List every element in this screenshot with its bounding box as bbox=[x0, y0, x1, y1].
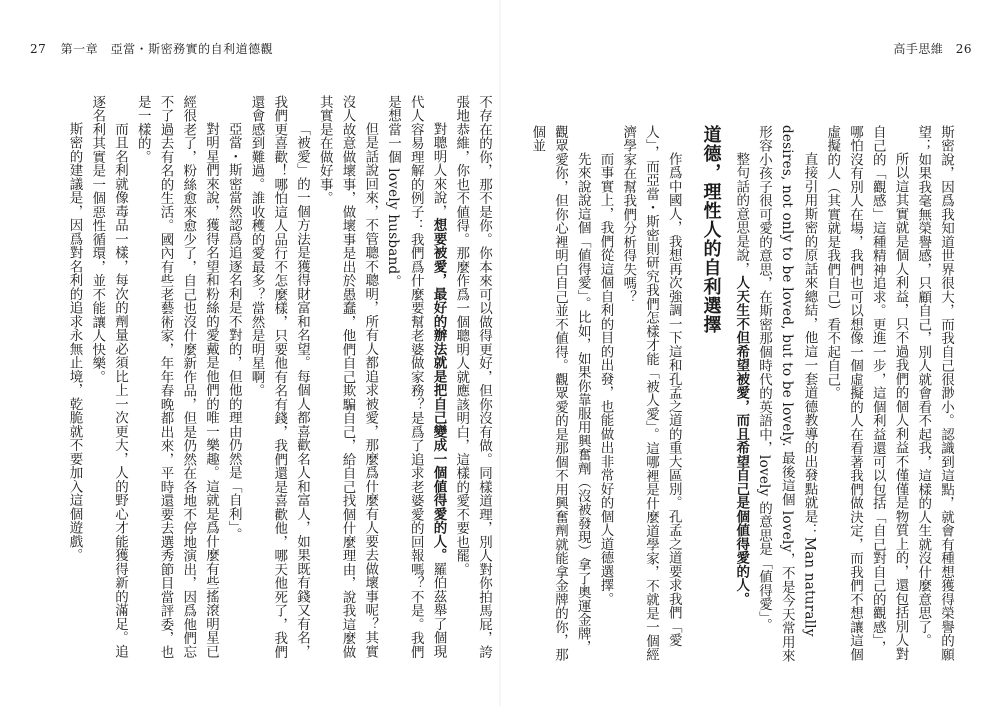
paragraph: 對明星們來說，獲得名望和粉絲的愛戴是他們的唯一樂趣。這就是爲什麼有些搖滾明星已經很老了，粉絲愈來愈少了，自己也沒什麼新作品，但是仍然在各地不停地演出，因爲他們忘不了過去有名的生活。國內有些老藝術家，年年春晚都出來，平時還要去選秀節目當評委，也是一樣的。 bbox=[134, 95, 219, 659]
right-page-body bbox=[530, 125, 957, 665]
paragraph: 所以這其實就是個人利益，只不過我們的個人利益不僅僅是物質上的，還包括別人對自己的「觀感」這種精神追求。更進一步，這個利益還可以包括「自己對自己的觀感」，哪怕沒有別人在場，我們也可以想像一個虛擬的人在看著我們做決定，而我們不想讓這個虛擬的人（其實就是我們自己）看不起自己。 bbox=[824, 125, 909, 662]
emphasis-text: 人天生不但希望被愛，而且希望自己是個値得愛的人。 bbox=[733, 275, 750, 606]
paragraph: 而且名利就像毒品一樣，每次的劑量必須比上一次更大，人的野心才能獲得新的滿足。追逐名利其實是一個惡性循環，並不能讓人快樂。 bbox=[89, 95, 128, 659]
paragraph: 不存在的你，那不是你。你本來可以做得更好，但你沒有做。同樣道理，別人對你拍馬屁，誇張地恭維，你也不値得。那麼作爲一個聰明人就應該明白，這樣的愛不要也罷。 bbox=[453, 95, 492, 659]
paragraph: 「被愛」的一個方法是獲得財富和名望。每個人都喜歡名人和富人，如果既有錢又有名，我們更喜歡！哪怕這人品行不怎麼樣，只要他有名有錢，我們還是喜歡他，哪天他死了，我們還會感到難過。誰收穫的愛最多？當然是明星啊。 bbox=[248, 95, 310, 659]
paragraph: 而事實上，我們從這個自利的目的出發，也能做出非常好的個人道德選擇。 bbox=[597, 152, 614, 606]
paragraph: 斯密的建議是，因爲對名利的追求永無止境，乾脆就不要加入這個遊戲。 bbox=[66, 122, 83, 562]
left-page-body bbox=[66, 95, 495, 665]
paragraph: 斯密說，因爲我知道世界很大，而我自己很渺小。認識到這點，就會有種想獲得榮譽的願望；如果我毫無榮譽感，只顧自己，別人就會看不起我，這樣的人生就沒什麼意思了。 bbox=[915, 125, 954, 662]
paragraph: 亞當・斯密當然認爲追逐名利是不對的，但他的理由仍然是「自利」。 bbox=[225, 122, 242, 542]
page-gutter bbox=[499, 0, 501, 706]
right-running-header bbox=[893, 40, 972, 57]
text-lead: 對聰明人來說， bbox=[430, 122, 447, 219]
text-lead: 整句話的意思是說， bbox=[733, 152, 750, 276]
paragraph: 直接引用斯密的原話來總結，他這一套道德教導的出發點就是：Man naturally desires, not only to be loved, but to be lovely. 最後這個 lovely，不是今天常用來形容小孩子很可愛的意思，在斯密那個時代的英語中，lovely 的意思是「値得愛」。 bbox=[756, 125, 818, 663]
left-running-header bbox=[30, 40, 273, 57]
right-running-title: 高手思維 bbox=[893, 42, 944, 56]
paragraph: 先來說說這個「値得愛」。比如，如果你靠服用興奮劑（沒被發現）拿了奧運金牌，觀眾愛你，但你心裡明白自己並不値得。觀眾愛的是那個不用興奮劑就能拿金牌的你，那個並 bbox=[529, 125, 591, 662]
emphasis-text: 想要被愛，最好的辦法就是把自己變成一個値得愛的人。 bbox=[430, 218, 447, 562]
paragraph: 作爲中國人，我想再次強調一下這和孔孟之道的重大區別。孔孟之道要求我們「愛人」，而亞當・斯密則研究我們怎樣才能「被人愛」。這哪裡是什麼道學家，不就是一個經濟學家在幫我們分析得失嗎？ bbox=[620, 125, 682, 662]
paragraph bbox=[381, 95, 449, 665]
paragraph bbox=[730, 125, 753, 665]
section-heading: 道德，理性人的自利選擇 bbox=[700, 125, 722, 334]
left-running-title: 第一章 亞當・斯密務實的自利道德觀 bbox=[60, 42, 274, 56]
text-tail: 羅伯茲舉了個現代人容易理解的例子：我們爲什麼要幫老婆做家務？是爲了追求老婆愛的回報嗎？不是。我們是想當一個 lovely husband。 bbox=[385, 95, 447, 659]
left-page-number: 27 bbox=[30, 42, 47, 56]
paragraph: 但是話說回來，不管聰不聰明，所有人都追求被愛，那麼爲什麼有人要去做壞事呢？其實沒人故意做壞事，做壞事是出於愚蠢，他們自己欺騙自己，給自己找個什麼理由，說我這麼做其實是在做好事。 bbox=[316, 95, 379, 659]
right-page-number: 26 bbox=[955, 42, 972, 56]
